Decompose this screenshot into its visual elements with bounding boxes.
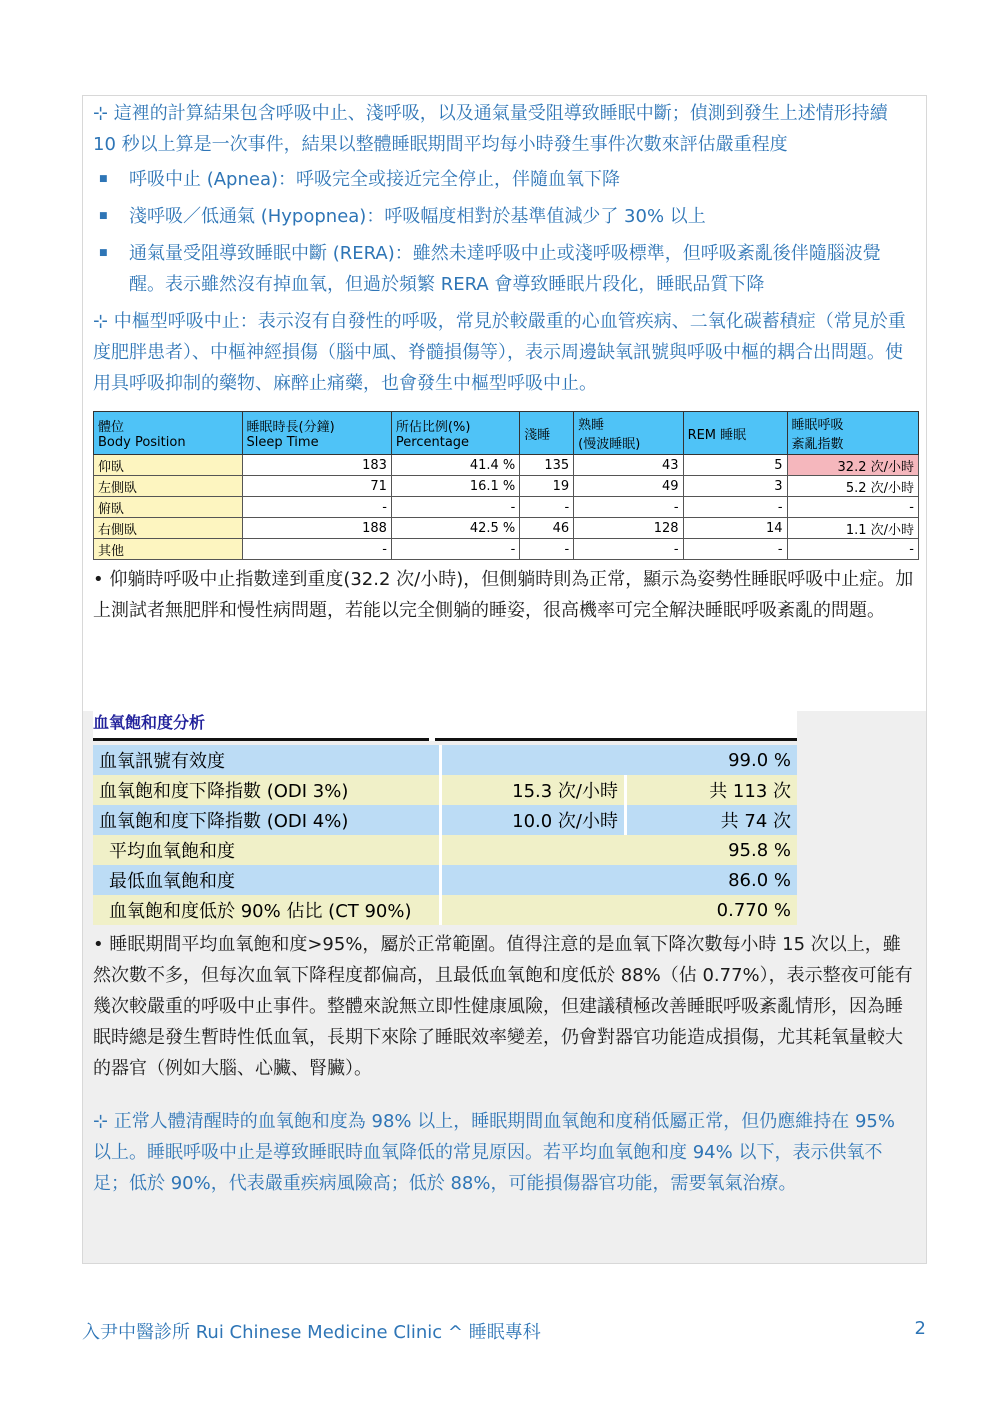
table-cell: 血氧飽和度下降指數 (ODI 3%)	[93, 775, 439, 805]
table-cell: 71	[242, 476, 391, 497]
header-line: 睡眠時長(分鐘)	[246, 420, 335, 435]
header-line: REM 睡眠	[687, 427, 747, 443]
table-cell: 86.0 %	[439, 865, 797, 895]
table-cell: 16.1 %	[391, 476, 519, 497]
table-cell: 1.1 次/小時	[787, 518, 918, 539]
table-cell: 49	[574, 476, 683, 497]
table-row	[94, 455, 919, 476]
page-number: 2	[914, 1318, 926, 1339]
table-cell: 135	[520, 455, 574, 476]
table-cell: 41.4 %	[391, 455, 519, 476]
table-cell: 5.2 次/小時	[787, 476, 918, 497]
table-cell: 10.0 次/小時	[439, 805, 624, 835]
table-cell: 15.3 次/小時	[439, 775, 624, 805]
table-cell: -	[683, 497, 787, 518]
oxygen-row	[93, 745, 797, 775]
table-cell: -	[391, 539, 519, 560]
list-item: ■ 呼吸中止 (Apnea)：呼吸完全或接近完全停止，伴隨血氧下降	[129, 164, 916, 195]
header-line: Percentage	[395, 435, 470, 450]
table-cell: 血氧訊號有效度	[93, 745, 439, 775]
table-cell: 仰臥	[94, 455, 243, 476]
table-cell: 19	[520, 476, 574, 497]
table-cell: -	[683, 539, 787, 560]
table-cell: -	[242, 497, 391, 518]
table-row	[94, 476, 919, 497]
table-cell: 其他	[94, 539, 243, 560]
table-cell: 99.0 %	[439, 745, 797, 775]
table-cell: -	[574, 539, 683, 560]
list-item: ■ 通氣量受阻導致睡眠中斷 (RERA)：雖然未達呼吸中止或淺呼吸標準，但呼吸紊亂後伴隨腦波覺醒。表示雖然沒有掉血氧，但過於頻繁 RERA 會導致睡眠片段化，睡眠品質下降	[129, 238, 916, 300]
oxygen-row	[93, 895, 797, 925]
central-apnea-text: ⊹ 中樞型呼吸中止：表示沒有自發性的呼吸，常見於較嚴重的心血管疾病、二氧化碳蓄積症（常見於重度肥胖患者）、中樞神經損傷（腦中風、脊髓損傷等），表示周邊缺氧訊號與呼吸中樞的耦合出問題。使用具呼吸抑制的藥物、麻醉止痛藥，也會發生中樞型呼吸中止。	[93, 311, 906, 394]
table-cell: -	[787, 539, 918, 560]
position-note: • 仰躺時呼吸中止指數達到重度(32.2 次/小時)，但側躺時則為正常，顯示為姿勢性睡眠呼吸中止症。加上測試者無肥胖和慢性病問題，若能以完全側躺的睡姿，很高機率可完全解決睡眠呼吸紊亂的問題。	[93, 569, 914, 621]
body-position-table	[93, 411, 919, 560]
normal-range-note: ⊹ 正常人體清醒時的血氧飽和度為 98% 以上，睡眠期間血氧飽和度稍低屬正常，但仍應維持在 95% 以上。睡眠呼吸中止是導致睡眠時血氧降低的常見原因。若平均血氧飽和度 94% 以下，表示供氧不足；低於 90%，代表嚴重疾病風險高；低於 88%，可能損傷器官功能，需要氧氣治療。	[93, 1111, 895, 1194]
table-cell: 14	[683, 518, 787, 539]
oxygen-row	[93, 775, 797, 805]
header-line: 熟睡	[578, 418, 605, 433]
table-cell: 188	[242, 518, 391, 539]
table-cell: 0.770 %	[439, 895, 797, 925]
oxygen-title: 血氧飽和度分析	[93, 710, 429, 741]
column-header	[520, 412, 574, 455]
content-box	[82, 95, 927, 1264]
header-line: Sleep Time	[246, 435, 319, 450]
table-cell: 43	[574, 455, 683, 476]
table-cell: 共 74 次	[624, 805, 797, 835]
oxygen-row	[93, 835, 797, 865]
table-cell: 血氧飽和度低於 90% 佔比 (CT 90%)	[93, 895, 439, 925]
header-line: Body Position	[98, 435, 186, 450]
header-line: 紊亂指數	[791, 437, 844, 452]
table-cell: -	[520, 539, 574, 560]
table-cell: -	[242, 539, 391, 560]
oxygen-table	[93, 745, 797, 925]
column-header	[242, 412, 391, 455]
oxygen-row	[93, 805, 797, 835]
header-line: 淺睡	[524, 427, 551, 443]
table-cell: 左側臥	[94, 476, 243, 497]
table-row	[94, 539, 919, 560]
table-cell: -	[520, 497, 574, 518]
table-cell: 最低血氧飽和度	[93, 865, 439, 895]
table-cell: 42.5 %	[391, 518, 519, 539]
column-header	[574, 412, 683, 455]
table-cell: -	[391, 497, 519, 518]
table-cell: 血氧飽和度下降指數 (ODI 4%)	[93, 805, 439, 835]
oxygen-header	[93, 711, 797, 741]
header-line: 體位	[98, 420, 125, 435]
table-cell: -	[574, 497, 683, 518]
column-header	[683, 412, 787, 455]
table-cell: 俯臥	[94, 497, 243, 518]
table-cell: 32.2 次/小時	[787, 455, 918, 476]
oxygen-note: • 睡眠期間平均血氧飽和度>95%，屬於正常範圍。值得注意的是血氧下降次數每小時 15 次以上，雖然次數不多，但每次血氧下降程度都偏高，且最低血氧飽和度低於 88%（佔 0.77%），表示整夜可能有幾次較嚴重的呼吸中止事件。整體來說無立即性健康風險，但建議積極改善睡眠呼吸紊亂情形，因為睡眠時總是發生暫時性低血氧，長期下來除了睡眠效率變差，仍會對器官功能造成損傷，尤其耗氧量較大的器官（例如大腦、心臟、腎臟）。	[93, 934, 913, 1079]
oxygen-row	[93, 865, 797, 895]
table-row	[94, 518, 919, 539]
header-line: 睡眠呼吸	[791, 418, 844, 433]
table-cell: 5	[683, 455, 787, 476]
table-cell: 128	[574, 518, 683, 539]
intro-text: ⊹ 這裡的計算結果包含呼吸中止、淺呼吸，以及通氣量受阻導致睡眠中斷；偵測到發生上述情形持續 10 秒以上算是一次事件，結果以整體睡眠期間平均每小時發生事件次數來評估嚴重程度	[93, 103, 888, 155]
table-cell: 183	[242, 455, 391, 476]
list-item: ■ 淺呼吸／低通氣 (Hypopnea)：呼吸幅度相對於基準值減少了 30% 以上	[129, 201, 916, 232]
header-line: (慢波睡眠)	[578, 437, 641, 452]
table-cell: -	[787, 497, 918, 518]
table-row	[94, 497, 919, 518]
event-type-list	[93, 164, 916, 300]
header-line: 所佔比例(%)	[395, 420, 471, 435]
table-cell: 3	[683, 476, 787, 497]
footer-clinic: 入尹中醫診所 Rui Chinese Medicine Clinic ^ 睡眠專科	[82, 1322, 541, 1343]
column-header	[787, 412, 918, 455]
table-cell: 95.8 %	[439, 835, 797, 865]
table-cell: 平均血氧飽和度	[93, 835, 439, 865]
table-cell: 46	[520, 518, 574, 539]
table-cell: 右側臥	[94, 518, 243, 539]
column-header	[391, 412, 519, 455]
column-header	[94, 412, 243, 455]
table-cell: 共 113 次	[624, 775, 797, 805]
